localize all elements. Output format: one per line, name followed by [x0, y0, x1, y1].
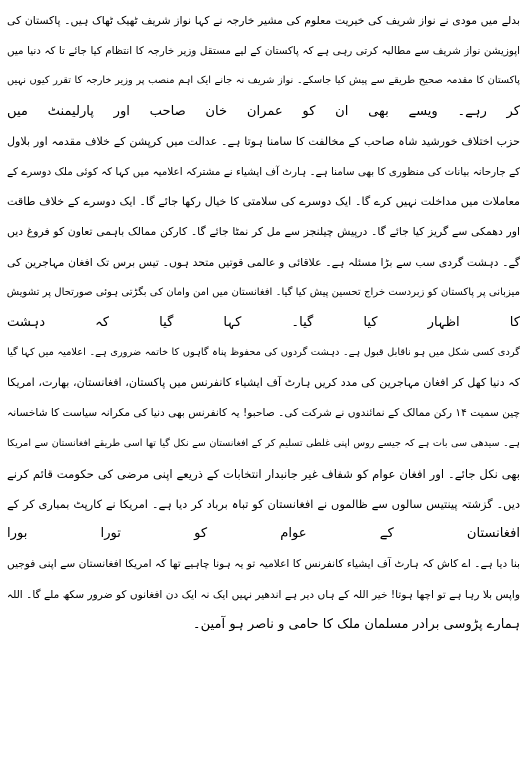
article-line: کر رہے۔ ویسے بھی ان کو عمران خان صاحب اور پارلیمنٹ میں: [7, 103, 520, 119]
article-line: ہے۔ سیدھی سی بات ہے کہ جیسے روس اپنی غلطی تسلیم کر کے افغانستان سے نکل گیا تھا اسی طریقے افغانستان سے امریکا: [7, 437, 520, 449]
article-body: [7, 6, 520, 640]
article-line: پاکستان کا مقدمہ صحیح طریقے سے پیش کیا جاسکے۔ نواز شریف نہ جانے ایک اہم منصب پر وزیر خارجہ کا تقرر کیوں نہیں: [7, 75, 520, 87]
article-line: افغانستان کے عوام کو تورا بورا: [7, 526, 520, 542]
article-line: کا اظہار کیا گیا۔ کہا گیا کہ دہشت: [7, 314, 520, 330]
article-line: اور دھمکی سے گریز کیا جائے گا۔ درپیش چیلنجز سے مل کر نمٹا جائے گا۔ کارکن ممالک باہمی تعاون کو فروغ دیں: [7, 225, 520, 239]
article-line: بنا دیا ہے۔ اے کاش کہ ہارٹ آف ایشیاء کانفرنس کا اعلامیہ تو یہ ہونا چاہیے تھا کہ امریکا افغانستان سے اپنی فوجیں: [7, 558, 520, 571]
article-line: چین سمیت ۱۴ رکن ممالک کے نمائندوں نے شرکت کی۔ صاحبو! یہ کانفرنس بھی دنیا کی مکرانہ سیاست کا شاخسانہ: [7, 407, 520, 420]
article-line: معاملات میں مداخلت نہیں کرے گا۔ ایک دوسرے کی سلامتی کا خیال رکھا جائے گا۔ ایک دوسرے کے خلاف طاقت: [7, 195, 520, 209]
article-line: کے جارحانہ بیانات کی منظوری کا بھی سامنا ہے۔ ہارٹ آف ایشیاء نے مشترکہ اعلامیہ میں کہا کہ کوئی ملک دوسرے کے: [7, 165, 520, 178]
article-line: واپس بلا رہا ہے تو اچھا ہوتا! خیر اللہ کے ہاں دیر ہے اندھیر نہیں ایک نہ ایک دن افغانوں کو ضرور سکھ ملے گا۔ اللہ: [7, 588, 520, 601]
article-line: گردی کسی شکل میں ہو ناقابل قبول ہے۔ دہشت گردوں کی محفوظ پناہ گاہوں کا خاتمہ ضروری ہے۔ اعلامیہ میں کہا گیا: [7, 347, 520, 359]
article-line: بھی نکل جائے۔ اور افغان عوام کو شفاف غیر جانبدار انتخابات کے ذریعے اپنی مرضی کی حکومت قائم کرنے: [7, 466, 520, 481]
article-line: ہمارے پڑوسی برادر مسلمان ملک کا حامی و ناصر ہو آمین۔: [192, 616, 520, 632]
article-line: میزبانی پر پاکستان کو زبردست خراج تحسین پیش کیا گیا۔ افغانستان میں امن وامان کی بگڑتی ہوئی صورتحال پر تشویش: [7, 286, 520, 298]
article-line: اپوزیشن نواز شریف سے مطالبہ کرتی رہی ہے کہ پاکستان کے لیے مستقل وزیر خارجہ کا انتظام کیا جائے تا کہ دنیا میں: [7, 45, 520, 58]
article-line: کہ دنیا کھل کر افغان مہاجرین کی مدد کریں ہارٹ آف ایشیاء کانفرنس میں پاکستان، افغانستان، بھارت، امریکا: [7, 376, 520, 390]
article-line: دیں۔ گزشتہ پینتیس سالوں سے ظالموں نے افغانستان کو تباہ برباد کر دیا ہے۔ امریکا نے کارپٹ بمباری کر کے: [7, 497, 520, 511]
article-line: حزب اختلاف خورشید شاہ صاحب کے مخالفت کا سامنا ہوتا ہے۔ عدالت میں کرپشن کے خلاف مقدمہ اور بلاول: [7, 134, 520, 148]
article-line: بدلے میں مودی نے نواز شریف کی خیریت معلوم کی مشیر خارجہ نے کہا نواز شریف ٹھیک ٹھاک ہیں۔ پاکستان کی: [7, 14, 520, 27]
article-line: گے۔ دہشت گردی سب سے بڑا مسئلہ ہے۔ علاقائی و عالمی قوتیں متحد ہوں۔ تیس برس تک افغان مہاجرین کی: [7, 255, 520, 269]
